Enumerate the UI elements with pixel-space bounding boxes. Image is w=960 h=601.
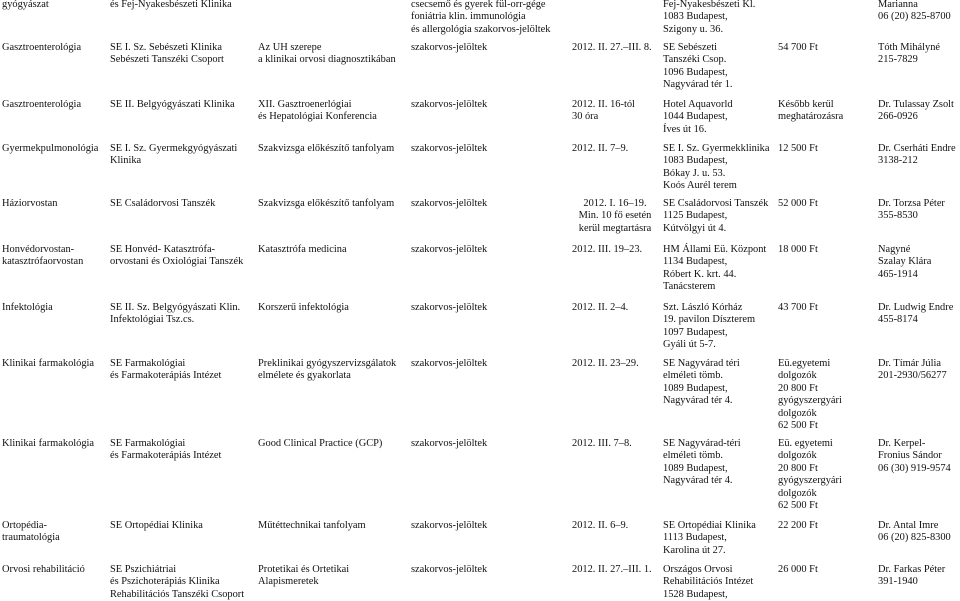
specialty-cell: Klinikai farmakológia: [2, 358, 95, 369]
specialty-cell: Gasztroenterológia: [2, 99, 82, 110]
date-cell: 2012. II. 7–9.: [572, 143, 629, 154]
organizer-cell: SE II. Sz. Belgyógyászati Klin. Infektológiai Tsz.cs.: [110, 302, 241, 326]
course-title-cell: XII. Gasztroenerlógiai és Hepatológiai Konferencia: [258, 99, 377, 123]
contact-cell: Dr. Kerpel- Fronius Sándor 06 (30) 919-9574: [878, 438, 951, 474]
organizer-cell: és Fej-Nyakesbészeti Klinika: [110, 0, 232, 10]
target-group-cell: szakorvos-jelöltek: [411, 42, 488, 53]
venue-cell: SE Sebészeti Tanszéki Csop. 1096 Budapest, Nagyvárad tér 1.: [663, 42, 733, 91]
specialty-cell: Háziorvostan: [2, 198, 58, 209]
target-group-cell: szakorvos-jelöltek: [411, 520, 488, 531]
course-title-cell: Szakvizsga előkészítő tanfolyam: [258, 198, 395, 209]
organizer-cell: SE I. Sz. Gyermekgyógyászati Klinika: [110, 143, 238, 167]
target-group-cell: szakorvos-jelöltek: [411, 564, 488, 575]
course-title-cell: Preklinikai gyógyszervizsgálatok elmélete és gyakorlata: [258, 358, 397, 382]
fee-cell: 26 000 Ft: [778, 564, 818, 575]
venue-cell: Országos Orvosi Rehabilitációs Intézet 1528 Budapest,: [663, 564, 754, 600]
venue-cell: SE Családorvosi Tanszék 1125 Budapest, Kútvölgyi út 4.: [663, 198, 769, 234]
course-title-cell: Good Clinical Practice (GCP): [258, 438, 383, 449]
target-group-cell: szakorvos-jelöltek: [411, 143, 488, 154]
contact-cell: Dr. Antal Imre 06 (20) 825-8300: [878, 520, 951, 544]
fee-cell: 43 700 Ft: [778, 302, 818, 313]
date-cell: 2012. II. 6–9.: [572, 520, 629, 531]
target-group-cell: szakorvos-jelöltek: [411, 438, 488, 449]
course-title-cell: Protetikai és Ortetikai Alapismeretek: [258, 564, 350, 588]
specialty-cell: gyógyászat: [2, 0, 49, 10]
venue-cell: Hotel Aquavorld 1044 Budapest, Íves út 16.: [663, 99, 733, 135]
course-title-cell: Szakvizsga előkészítő tanfolyam: [258, 143, 395, 154]
contact-cell: Dr. Ludwig Endre 455-8174: [878, 302, 954, 326]
specialty-cell: Gyermekpulmonológia: [2, 143, 99, 154]
contact-cell: Tóth Mihályné 215-7829: [878, 42, 941, 66]
date-cell: 2012. II. 27.–III. 8.: [572, 42, 652, 53]
organizer-cell: SE Farmakológiai és Farmakoterápiás Intézet: [110, 358, 222, 382]
organizer-cell: SE Ortopédiai Klinika: [110, 520, 203, 531]
course-title-cell: Katasztrófa medicina: [258, 244, 347, 255]
venue-cell: SE Ortopédiai Klinika 1113 Budapest, Karolina út 27.: [663, 520, 756, 556]
course-title-cell: Az UH szerepe a klinikai orvosi diagnosztikában: [258, 42, 396, 66]
specialty-cell: Orvosi rehabilitáció: [2, 564, 85, 575]
target-group-cell: szakorvos-jelöltek: [411, 302, 488, 313]
course-title-cell: Korszerű infektológia: [258, 302, 349, 313]
target-group-cell: szakorvos-jelöltek: [411, 358, 488, 369]
target-group-cell: szakorvos-jelöltek: [411, 99, 488, 110]
venue-cell: SE Nagyvárad téri elméleti tömb. 1089 Budapest, Nagyvárad tér 4.: [663, 358, 740, 407]
contact-cell: Dr. Tímár Júlia 201-2930/56277: [878, 358, 947, 382]
specialty-cell: Ortopédia- traumatológia: [2, 520, 60, 544]
contact-cell: Marianna 06 (20) 825-8700: [878, 0, 951, 23]
target-group-cell: szakorvos-jelöltek: [411, 198, 488, 209]
organizer-cell: SE II. Belgyógyászati Klinika: [110, 99, 235, 110]
fee-cell: 18 000 Ft: [778, 244, 818, 255]
date-cell: 2012. II. 2–4.: [572, 302, 629, 313]
specialty-cell: Honvédorvostan- katasztrófaorvostan: [2, 244, 84, 268]
fee-cell: Eü.egyetemi dolgozók 20 800 Ft gyógyszergyári dolgozók 62 500 Ft: [778, 358, 842, 432]
date-cell: 2012. II. 16-tól 30 óra: [572, 99, 635, 123]
venue-cell: HM Állami Eü. Központ 1134 Budapest, Róbert K. krt. 44. Tanácsterem: [663, 244, 767, 293]
date-cell: 2012. II. 23–29.: [572, 358, 639, 369]
organizer-cell: SE Családorvosi Tanszék: [110, 198, 216, 209]
date-cell: 2012. III. 19–23.: [572, 244, 643, 255]
specialty-cell: Gasztroenterológia: [2, 42, 82, 53]
organizer-cell: SE Honvéd- Katasztrófa- orvostani és Oxiológiai Tanszék: [110, 244, 244, 268]
contact-cell: Dr. Farkas Péter 391-1940: [878, 564, 946, 588]
fee-cell: Később kerül meghatározásra: [778, 99, 844, 123]
course-title-cell: Műtéttechnikai tanfolyam: [258, 520, 366, 531]
organizer-cell: SE Farmakológiai és Farmakoterápiás Intézet: [110, 438, 222, 462]
venue-cell: SE I. Sz. Gyermekklinika 1083 Budapest, Bókay J. u. 53. Koós Aurél terem: [663, 143, 770, 192]
contact-cell: Dr. Torzsa Péter 355-8530: [878, 198, 945, 222]
target-group-cell: csecsemő és gyerek fül-orr-gége foniátria klin. immunológia és allergológia szakorvos-jelöltek: [411, 0, 551, 35]
date-cell: 2012. III. 7–8.: [572, 438, 632, 449]
organizer-cell: SE I. Sz. Sebészeti Klinika Sebészeti Tanszéki Csoport: [110, 42, 224, 66]
contact-cell: Dr. Cserháti Endre 3138-212: [878, 143, 956, 167]
date-cell: 2012. II. 27.–III. 1.: [572, 564, 652, 575]
specialty-cell: Klinikai farmakológia: [2, 438, 95, 449]
target-group-cell: szakorvos-jelöltek: [411, 244, 488, 255]
fee-cell: 54 700 Ft: [778, 42, 818, 53]
fee-cell: 12 500 Ft: [778, 143, 818, 154]
organizer-cell: SE Pszichiátriai és Pszichoterápiás Klinika Rehabilitációs Tanszéki Csoport: [110, 564, 245, 600]
specialty-cell: Infektológia: [2, 302, 53, 313]
venue-cell: SE Nagyvárad-téri elméleti tömb. 1089 Budapest, Nagyvárad tér 4.: [663, 438, 741, 487]
venue-cell: Szt. László Kórház 19. pavilon Díszterem 1097 Budapest, Gyáli út 5-7.: [663, 302, 756, 351]
date-cell: 2012. I. 16–19. Min. 10 fő esetén kerül megtartásra: [578, 198, 652, 234]
fee-cell: Eü. egyetemi dolgozók 20 800 Ft gyógyszergyári dolgozók 62 500 Ft: [778, 438, 842, 512]
contact-cell: Dr. Tulassay Zsolt 266-0926: [878, 99, 954, 123]
contact-cell: Nagyné Szalay Klára 465-1914: [878, 244, 932, 280]
venue-cell: Fej-Nyakesbészeti Kl. 1083 Budapest, Szigony u. 36.: [663, 0, 756, 35]
fee-cell: 52 000 Ft: [778, 198, 818, 209]
fee-cell: 22 200 Ft: [778, 520, 818, 531]
